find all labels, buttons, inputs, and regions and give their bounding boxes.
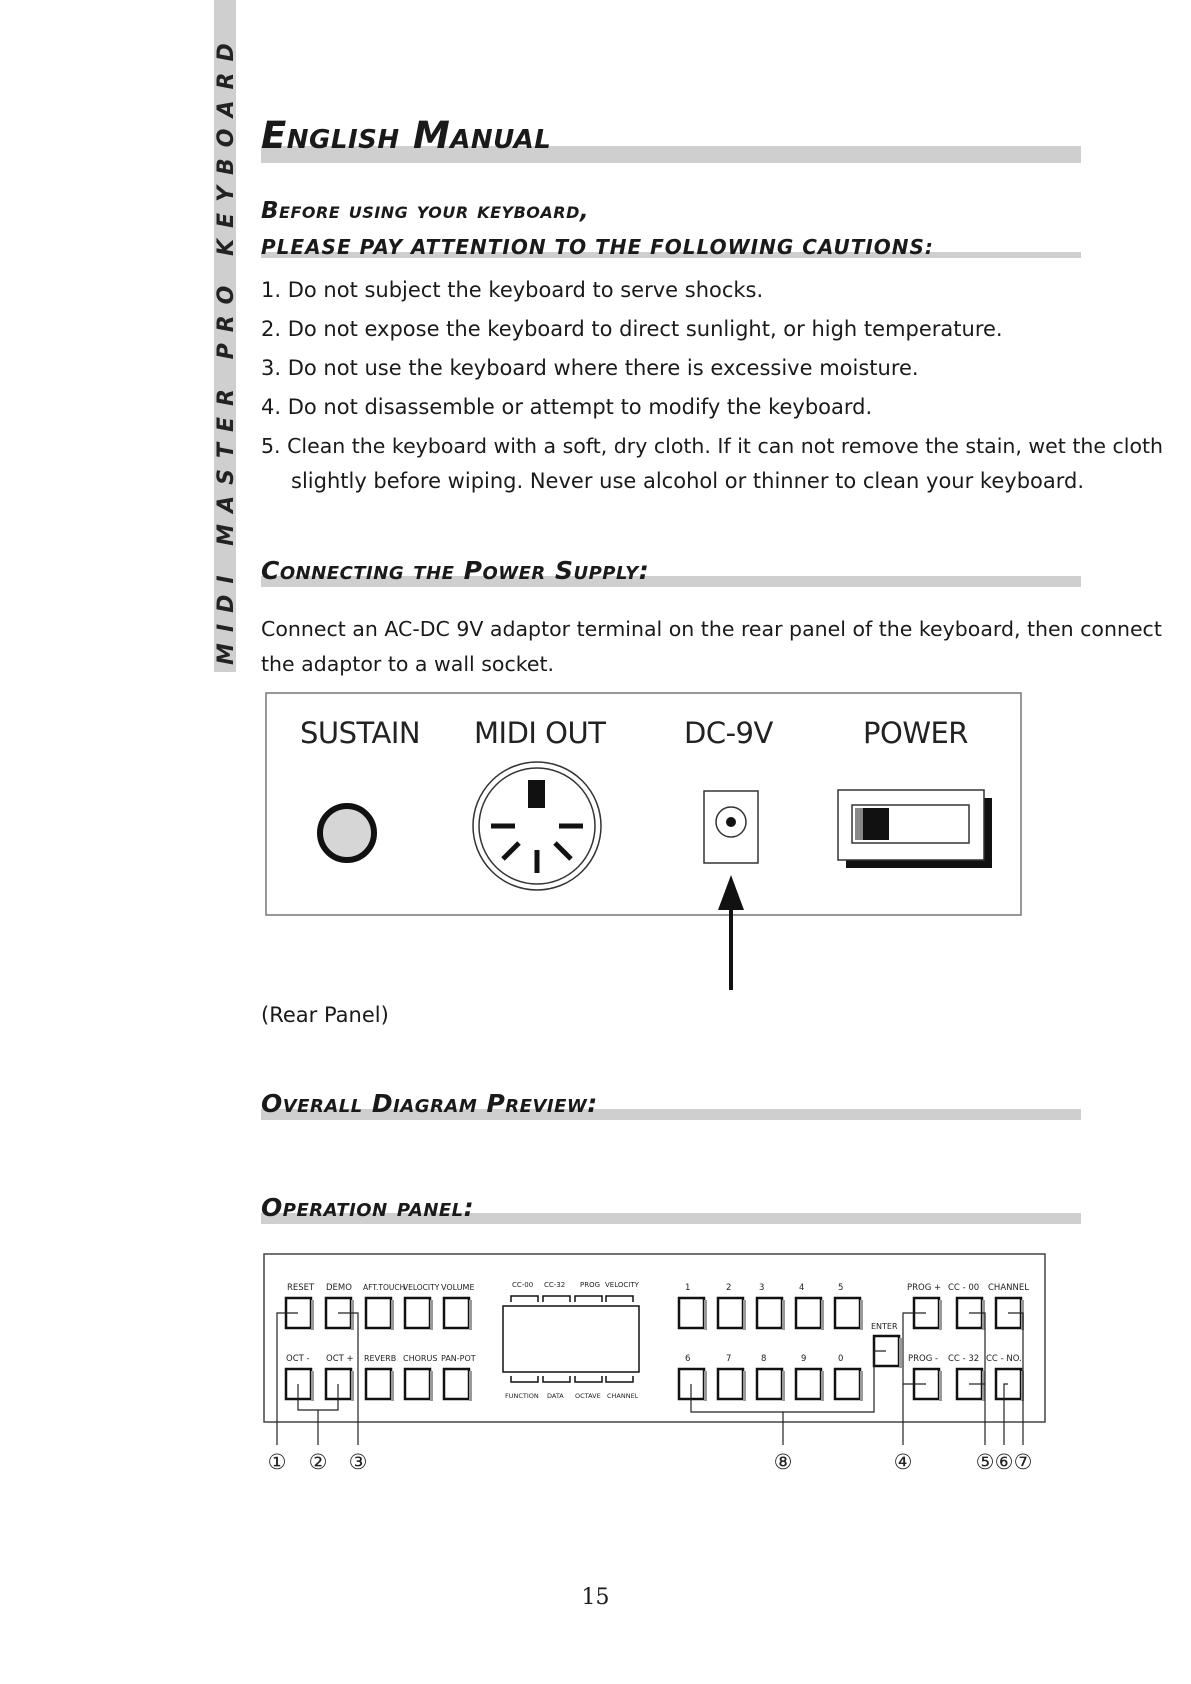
panel-label: AFT.TOUCH: [363, 1283, 406, 1292]
callout-6: ⑥: [994, 1450, 1014, 1474]
panel-label: REVERB: [364, 1354, 397, 1363]
page-title: English Manual: [261, 114, 552, 157]
callout-7: ⑦: [1013, 1450, 1033, 1474]
power-title: Connecting the Power Supply:: [261, 556, 650, 585]
callout-4: ④: [893, 1450, 913, 1474]
dc-9v-label: DC-9V: [684, 716, 773, 750]
display-label: CHANNEL: [607, 1392, 639, 1400]
callout-numbers: [268, 1450, 1033, 1474]
num-1-button: [679, 1298, 704, 1328]
num-9-button: [796, 1369, 821, 1399]
num-label: 5: [838, 1283, 844, 1293]
panel-label: DEMO: [326, 1283, 352, 1293]
panel-label: PROG +: [907, 1283, 942, 1293]
numeric-buttons: [679, 1298, 899, 1399]
num-label: 2: [726, 1283, 732, 1293]
num-5-button: [835, 1298, 860, 1328]
caution-item: 2. Do not expose the keyboard to direct sunlight, or high temperature.: [261, 317, 1003, 341]
overall-title: Overall Diagram Preview:: [261, 1089, 598, 1118]
num-3-button: [757, 1298, 782, 1328]
volume-button: [444, 1298, 469, 1328]
page-number: 15: [581, 1585, 610, 1610]
panel-label: CHANNEL: [988, 1283, 1029, 1293]
caution-item: 5. Clean the keyboard with a soft, dry cloth. If it can not remove the stain, wet the cloth: [261, 434, 1164, 458]
num-4-button: [796, 1298, 821, 1328]
velocity-button: [405, 1298, 430, 1328]
callout-3: ③: [348, 1450, 368, 1474]
num-label: 8: [761, 1354, 767, 1364]
callout-2: ②: [308, 1450, 328, 1474]
panel-label: OCT -: [286, 1354, 310, 1364]
callout-1: ①: [267, 1450, 287, 1474]
panel-label: VOLUME: [441, 1283, 475, 1292]
panel-label: RESET: [287, 1283, 315, 1293]
panel-label: CC - 32: [948, 1354, 980, 1364]
display-label: CC-32: [544, 1281, 566, 1289]
enter-label: ENTER: [871, 1322, 898, 1331]
caution-item-continued: slightly before wiping. Never use alcohol or thinner to clean your keyboard.: [291, 469, 1085, 493]
cc-no-button: [996, 1369, 1021, 1399]
panel-label: CHORUS: [403, 1354, 438, 1363]
panel-label: CC - NO.: [986, 1354, 1022, 1364]
display-label: CC-00: [512, 1281, 534, 1289]
caution-item: 3. Do not use the keyboard where there is excessive moisture.: [261, 356, 919, 380]
pan-pot-button: [444, 1369, 469, 1399]
display-label: DATA: [547, 1392, 564, 1400]
power-label: POWER: [863, 716, 968, 750]
callout-8: ⑧: [773, 1450, 793, 1474]
sidebar-title: MIDI MASTER PRO KEYBOARD: [214, 32, 239, 665]
num-label: 1: [685, 1283, 691, 1293]
panel-label: CC - 00: [948, 1283, 980, 1293]
cautions-title-line2: PLEASE PAY ATTENTION TO THE FOLLOWING CAUTIONS:: [261, 235, 934, 259]
operation-title: Operation panel:: [261, 1193, 475, 1222]
num-7-button: [718, 1369, 743, 1399]
rear-panel-caption: (Rear Panel): [261, 1003, 389, 1027]
num-label: 4: [799, 1283, 805, 1293]
sustain-label: SUSTAIN: [300, 716, 421, 750]
panel-label: VELOCITY: [403, 1283, 440, 1292]
display-label: OCTAVE: [575, 1392, 601, 1400]
midi-out-label: MIDI OUT: [474, 716, 606, 750]
chorus-button: [405, 1369, 430, 1399]
num-2-button: [718, 1298, 743, 1328]
caution-item: 4. Do not disassemble or attempt to modify the keyboard.: [261, 395, 873, 419]
reverb-button: [366, 1369, 391, 1399]
lcd-display: [503, 1306, 639, 1372]
num-label: 3: [759, 1283, 765, 1293]
caution-item: 1. Do not subject the keyboard to serve shocks.: [261, 278, 764, 302]
display-label: FUNCTION: [505, 1392, 539, 1400]
num-label: 0: [838, 1354, 844, 1364]
panel-label: PAN-POT: [441, 1354, 476, 1363]
num-label: 9: [801, 1354, 807, 1364]
power-text-line: Connect an AC-DC 9V adaptor terminal on the rear panel of the keyboard, then connect: [261, 617, 1162, 641]
aftertouch-button: [366, 1298, 391, 1328]
cautions-title-line1: Before using your keyboard,: [261, 198, 590, 224]
num-label: 7: [726, 1354, 732, 1364]
panel-label: PROG -: [908, 1354, 939, 1364]
callout-5: ⑤: [975, 1450, 995, 1474]
num-0-button: [835, 1369, 860, 1399]
display-label: PROG: [580, 1281, 601, 1289]
panel-label: OCT +: [326, 1354, 354, 1364]
display-label: VELOCITY: [605, 1281, 639, 1289]
num-8-button: [757, 1369, 782, 1399]
num-label: 6: [685, 1354, 691, 1364]
power-text-line: the adaptor to a wall socket.: [261, 652, 555, 676]
